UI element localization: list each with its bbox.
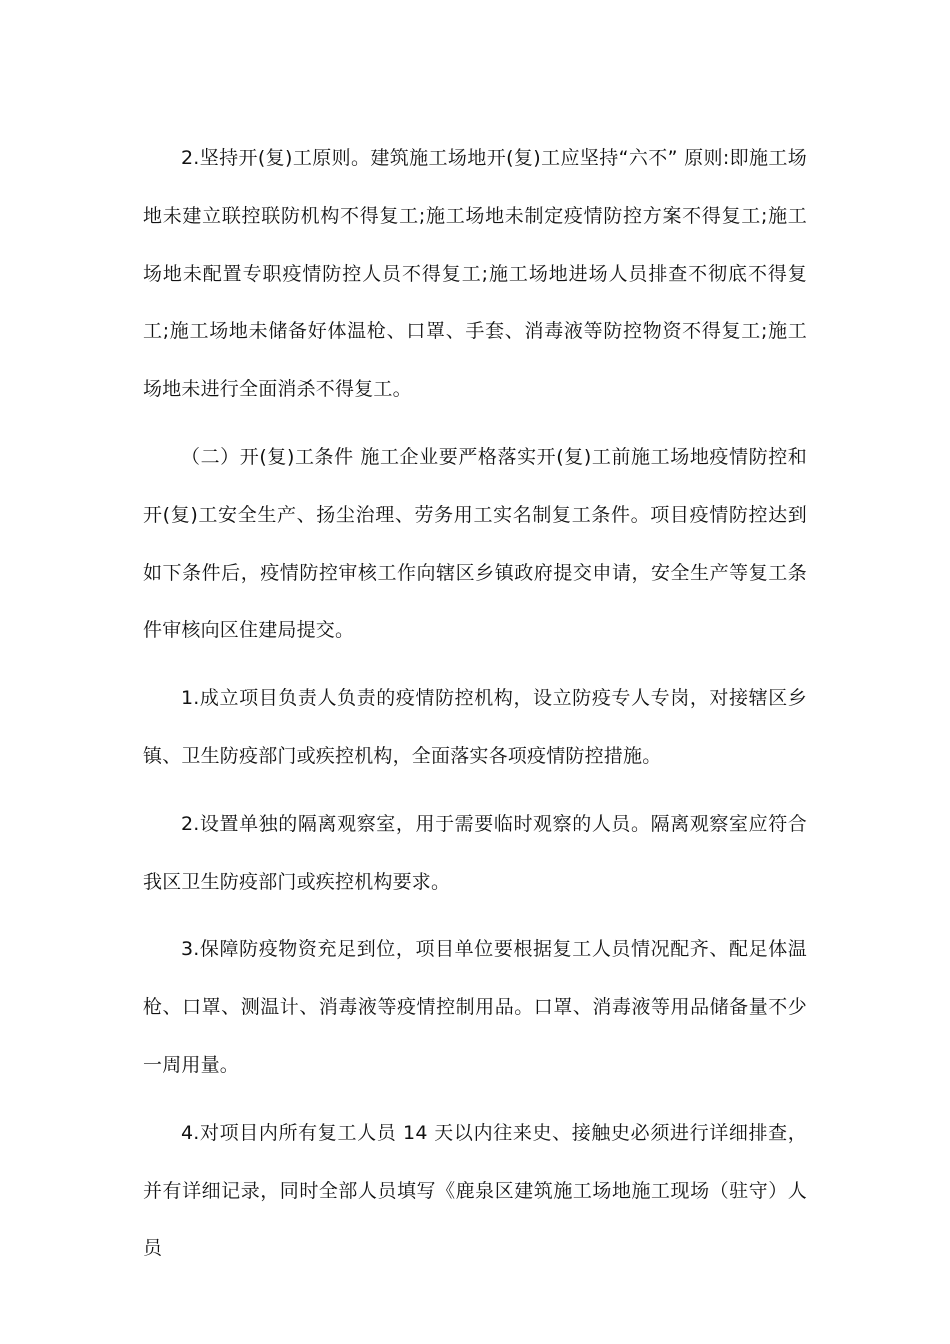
paragraph-resumption-principle: 2.坚持开(复)工原则。建筑施工场地开(复)工应坚持“六不” 原则:即施工场地未建立联控联防机构不得复工;施工场地未制定疫情防控方案不得复工;施工场地未配置专职疫情防控人员不得复工;施工场地进场人员排查不彻底不得复工;施工场地未储备好体温枪、口罩、手套、消毒液等防控物资不得复工;施工场地未进行全面消杀不得复工。 xyxy=(143,147,807,401)
paragraph-condition-4: 4.对项目内所有复工人员 14 天以内往来史、接触史必须进行详细排查，并有详细记录，同时全部人员填写《鹿泉区建筑施工场地施工现场（驻守）人员 xyxy=(143,1121,807,1260)
paragraph-resumption-conditions: （二）开(复)工条件 施工企业要严格落实开(复)工前施工场地疫情防控和开(复)工安全生产、扬尘治理、劳务用工实名制复工条件。项目疫情防控达到如下条件后，疫情防控审核工作向辖区乡镇政府提交申请，安全生产等复工条件审核向区住建局提交。 xyxy=(143,445,807,642)
paragraph-condition-2: 2.设置单独的隔离观察室，用于需要临时观察的人员。隔离观察室应符合我区卫生防疫部门或疾控机构要求。 xyxy=(143,812,807,893)
paragraph-condition-3: 3.保障防疫物资充足到位，项目单位要根据复工人员情况配齐、配足体温枪、口罩、测温计、消毒液等疫情控制用品。口罩、消毒液等用品储备量不少一周用量。 xyxy=(143,938,807,1076)
document-body xyxy=(143,130,807,1278)
paragraph-condition-1: 1.成立项目负责人负责的疫情防控机构，设立防疫专人专岗，对接辖区乡镇、卫生防疫部门或疾控机构，全面落实各项疫情防控措施。 xyxy=(143,687,807,767)
